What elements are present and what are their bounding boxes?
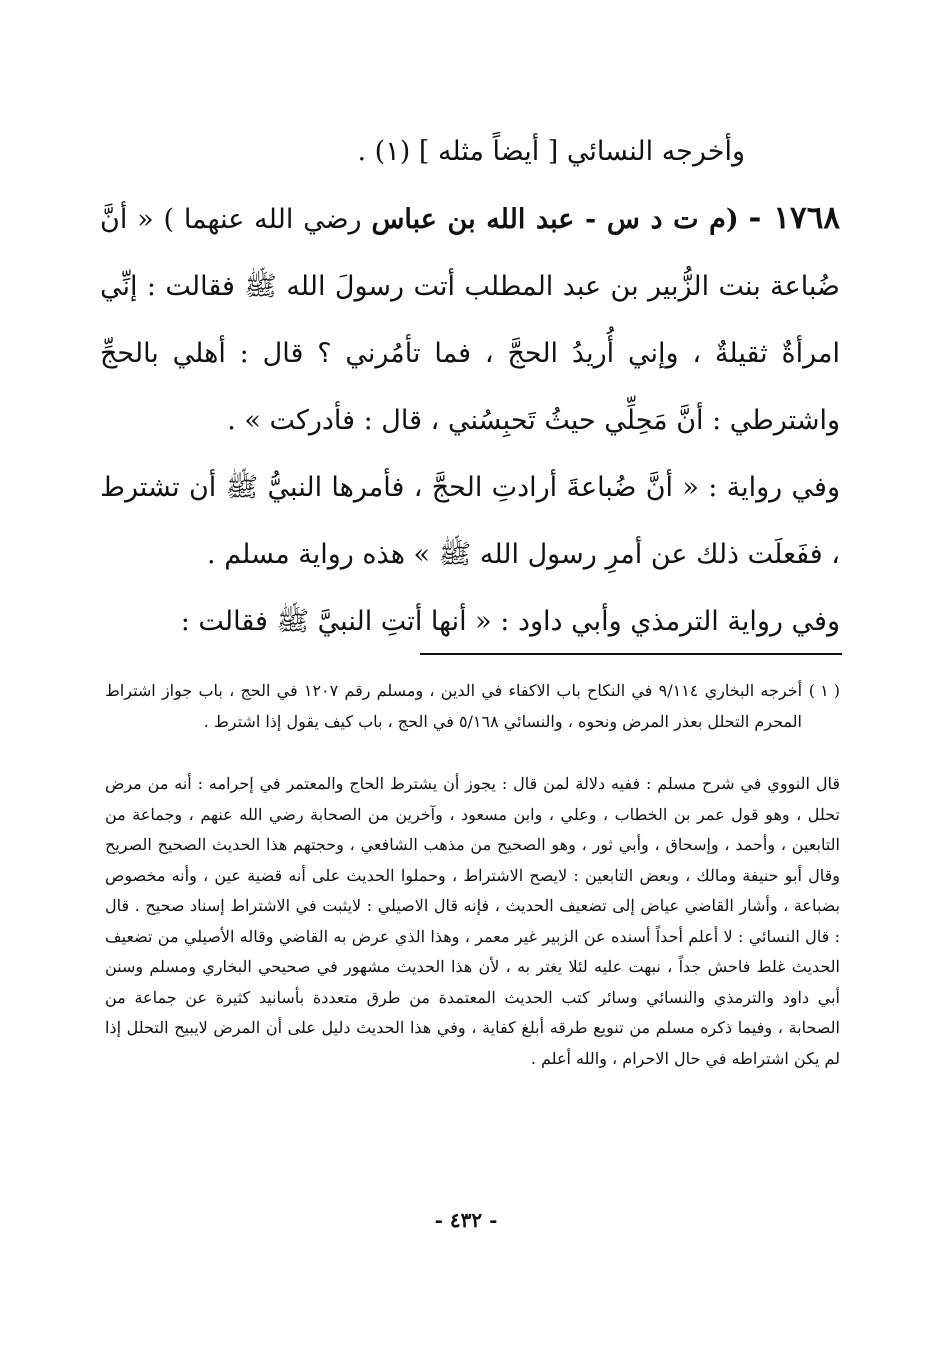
footnotes bbox=[105, 676, 840, 1074]
nawawi-commentary: قال النووي في شرح مسلم : ففيه دلالة لمن قال : يجوز أن يشترط الحاج والمعتمر في إحرامه : أنه من مرض تحلل ، وهو قول عمر بن الخطاب ، وعلي ، وابن مسعود ، وآخرين من الصحابة رضي الله عنهم ، وجماعة من التابعين ، وأحمد ، وإسحاق ، وأبي ثور ، وهو الصحيح من مذهب الشافعي ، وحجتهم هذا الحديث الصحيح الصريح وقال أبو حنيفة ومالك ، وبعض التابعين : لايصح الاشتراط ، وحملوا الحديث على أنه قضية عين ، وأنه مخصوص بضباعة ، وأشار القاضي عياض إلى تضعيف الحديث ، فإنه قال الاصيلي : لايثبت في الاشتراط إسناد صحيح . قال : قال النسائي : لا أعلم أحداً أسنده عن الزبير غير معمر ، وهذا الذي عرض به القاضي وقاله الأصيلي من تضعيف الحديث غلط فاحش جداً ، نبهت عليه لئلا يغتر به ، لأن هذا الحديث مشهور في صحيحي البخاري ومسلم وسنن أبي داود والترمذي والنسائي وسائر كتب الحديث المعتمدة من طرق متعددة بأسانيد كثيرة عن جماعة من الصحابة ، وفيما ذكره مسلم من تنويع طرقه أبلغ كفاية ، وفي هذا الحديث دليل على أن المرض لايبيح التحلل إذا لم يكن اشتراطه في حال الاحرام ، والله أعلم . bbox=[105, 774, 841, 1068]
page-number: - ٤٣٢ - bbox=[434, 1208, 498, 1232]
footnote-gap bbox=[105, 737, 840, 769]
hadith-text: رضي الله عنهما ) « أنَّ ضُباعة بنت الزُّبير بن عبد المطلب أتت رسولَ الله ﷺ فقالت : إنِّي امرأةٌ ثقيلةٌ ، وإني أُريدُ الحجَّ ، فما تأمُرني ؟ قال : أهلي بالحجِّ واشترطي : أنَّ مَحِلِّي حيثُ تَحبِسُني ، قال : فأدركت » . bbox=[100, 204, 840, 436]
hadith-number: ١٧٦٨ - bbox=[748, 200, 840, 236]
hadith-1768 bbox=[100, 185, 840, 454]
intro-line: وأخرجه النسائي [ أيضاً مثله ] (١) . bbox=[357, 136, 745, 167]
hadith-sources: (م ت د س - عبد الله بن عباس bbox=[371, 204, 739, 235]
footnote-divider bbox=[420, 653, 842, 655]
variant-muslim: وفي رواية : « أنَّ ضُباعةَ أرادتِ الحجَّ ، فأمرها النبيُّ ﷺ أن تشترط ، ففَعلَت ذلك عن أمرِ رسول الله ﷺ » هذه رواية مسلم . bbox=[100, 472, 840, 570]
footnote-1 bbox=[105, 676, 840, 737]
main-text bbox=[100, 118, 840, 655]
variant-tirmidhi-abudawud: وفي رواية الترمذي وأبي داود : « أنها أتتِ النبيَّ ﷺ فقالت : bbox=[180, 606, 840, 637]
footnote-text: أخرجه البخاري ٩/١١٤ في النكاح باب الاكفاء في الدين ، ومسلم رقم ١٢٠٧ في الحج ، باب جواز اشتراط المحرم التحلل بعذر المرض ونحوه ، والنسائي ٥/١٦٨ في الحج ، باب كيف يقول إذا اشترط . bbox=[105, 681, 803, 731]
footnote-number: ( ١ ) bbox=[808, 681, 841, 700]
